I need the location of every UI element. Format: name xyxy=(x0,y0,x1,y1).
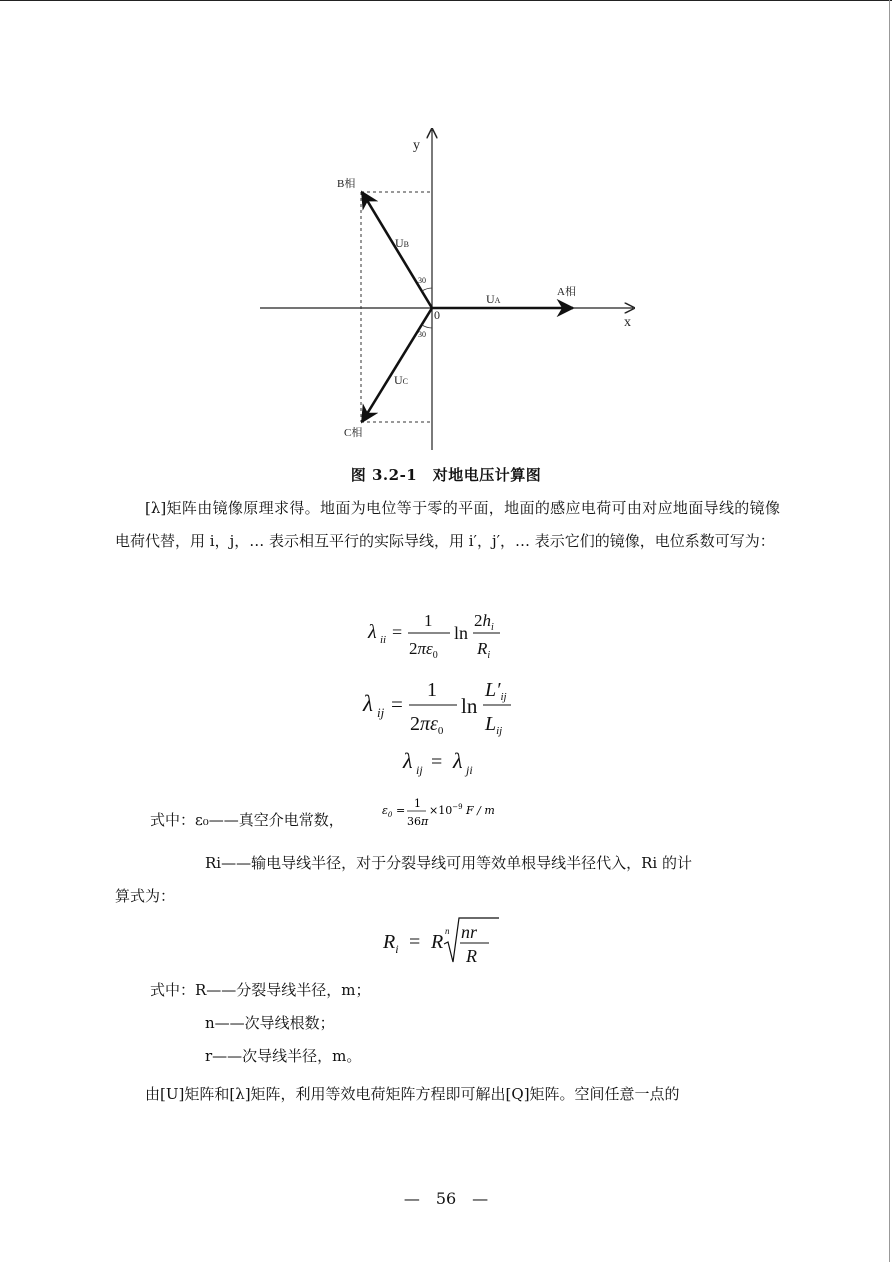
svg-text:nr: nr xyxy=(461,922,478,942)
svg-text:ij: ij xyxy=(416,763,423,777)
svg-text:ln: ln xyxy=(454,623,469,643)
phasor-diagram xyxy=(255,125,645,455)
phase-b-label: B相 xyxy=(337,178,356,190)
angle-arc-upper xyxy=(422,288,432,291)
svg-text:λ: λ xyxy=(368,621,377,643)
angle-arc-lower xyxy=(422,325,432,328)
svg-text:1: 1 xyxy=(427,679,437,701)
svg-text:L′ij: $L'_{ij}$ xyxy=(485,679,507,703)
svg-text:Ri: $R_i$ xyxy=(477,639,491,660)
note-ri: Ri——输电导线半径，对于分裂导线可用等效单根导线半径代入，Ri 的计 xyxy=(205,854,692,872)
svg-text:=: = xyxy=(392,622,403,642)
svg-text:R: R xyxy=(466,946,477,966)
svg-text:Lij: $L_{ij}$ xyxy=(485,713,503,737)
phase-a-label: A相 xyxy=(557,286,576,298)
uc-label: UC xyxy=(394,373,409,387)
svg-text:ij: ij xyxy=(377,705,385,720)
svg-text:λ: λ xyxy=(403,748,413,773)
note-ri-cont: 算式为： xyxy=(115,887,176,905)
paragraph-q-matrix: 由[U]矩阵和[λ]矩阵，利用等效电荷矩阵方程即可解出[Q]矩阵。空间任意一点的 xyxy=(145,1085,680,1103)
page-top-rule xyxy=(0,0,892,1)
angle-label-lower: 30 xyxy=(418,330,426,339)
svg-text:2πε0: $2\pi\varepsilon_0$ xyxy=(410,713,444,737)
svg-text:=: = xyxy=(391,692,403,716)
page-number: — 56 — xyxy=(403,1189,489,1208)
y-axis-label: y xyxy=(413,138,420,153)
svg-text:=: = xyxy=(396,804,406,817)
svg-text:×10−9 F / m: $\times 10^{-9}$ F / m xyxy=(429,803,495,817)
svg-text:ji: ji xyxy=(466,763,473,777)
svg-text:1: 1 xyxy=(414,797,421,810)
svg-text:2hi: $2h_i$ xyxy=(474,611,494,633)
svg-text:ln: ln xyxy=(461,694,478,718)
svg-text:λ: λ xyxy=(453,748,463,773)
where-rr: r——次导线半径，m。 xyxy=(205,1047,362,1065)
where-n: n——次导线根数； xyxy=(205,1014,335,1032)
paragraph-lambda-matrix: [λ]矩阵由镜像原理求得。地面为电位等于零的平面，地面的感应电荷可由对应地面导线的镜像电荷代替，用 i，j，… 表示相互平行的实际导线，用 i′，j′，… 表示它们的镜像，电位系数可写为： xyxy=(115,499,780,550)
svg-text:36π: 36π xyxy=(407,815,429,828)
svg-text:n: n xyxy=(445,926,450,936)
svg-text:=: = xyxy=(409,931,421,953)
x-axis-label: x xyxy=(624,315,631,330)
angle-label-upper: 30 xyxy=(418,276,426,285)
formula-epsilon xyxy=(380,794,520,838)
equation-lambda-symmetry xyxy=(0,742,892,787)
origin-label: 0 xyxy=(434,308,440,322)
ub-label: UB xyxy=(395,236,410,250)
svg-text:R: R xyxy=(431,931,444,953)
svg-text:λ: λ xyxy=(363,691,373,716)
svg-text:1: 1 xyxy=(424,611,433,630)
svg-text:ii: ii xyxy=(380,634,387,646)
equation-ri xyxy=(0,914,892,973)
svg-text:2πε0: $2\pi\varepsilon_0$ xyxy=(409,639,438,660)
equation-lambda-ij xyxy=(0,673,892,744)
svg-text:Ri: $R_i$ xyxy=(383,931,399,956)
where-r: 式中：R——分裂导线半径，m； xyxy=(150,981,371,999)
svg-text:=: = xyxy=(431,751,443,773)
svg-text:ε0: $\varepsilon_0$ xyxy=(382,804,393,819)
figure-caption: 图 3.2-1 对地电压计算图 xyxy=(350,466,542,484)
vector-ub xyxy=(362,192,432,308)
phase-c-label: C相 xyxy=(344,427,363,439)
equation-lambda-ii xyxy=(0,604,892,665)
note-epsilon: 式中：ε₀——真空介电常数， xyxy=(150,811,344,829)
ua-label: UA xyxy=(486,292,501,306)
vector-uc xyxy=(362,308,432,422)
